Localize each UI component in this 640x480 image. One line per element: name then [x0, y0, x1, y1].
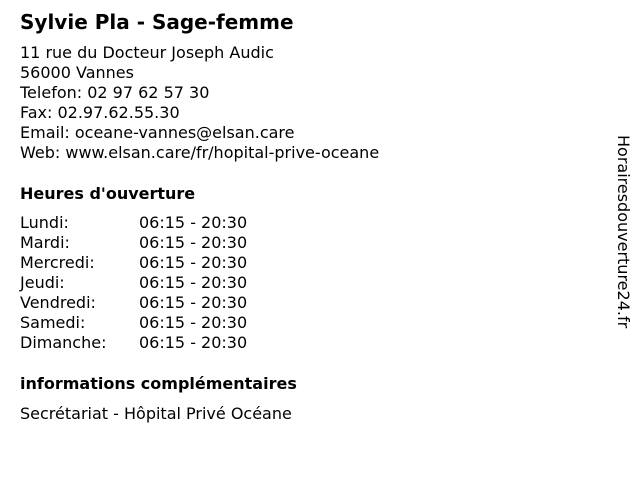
address-street: 11 rue du Docteur Joseph Audic: [20, 43, 274, 62]
hours-time: 06:15 - 20:30: [139, 273, 248, 292]
additional-info-heading: informations complémentaires: [20, 374, 297, 393]
hours-time: 06:15 - 20:30: [139, 333, 248, 352]
address-city: 56000 Vannes: [20, 63, 134, 82]
hours-row-thursday: [20, 273, 247, 293]
phone-line: Telefon: 02 97 62 57 30: [20, 83, 210, 102]
page-title: Sylvie Pla - Sage-femme: [20, 10, 294, 34]
additional-info-text: Secrétariat - Hôpital Privé Océane: [20, 404, 292, 423]
hours-time: 06:15 - 20:30: [139, 233, 248, 252]
hours-day: Samedi:: [20, 313, 86, 332]
email-line: Email: oceane-vannes@elsan.care: [20, 123, 295, 142]
hours-day: Dimanche:: [20, 333, 107, 352]
hours-time: 06:15 - 20:30: [139, 293, 248, 312]
hours-row-tuesday: [20, 233, 247, 253]
hours-day: Jeudi:: [20, 273, 65, 292]
hours-row-monday: [20, 213, 247, 233]
hours-row-saturday: [20, 313, 247, 333]
opening-hours-heading: Heures d'ouverture: [20, 184, 196, 203]
hours-time: 06:15 - 20:30: [139, 213, 248, 232]
site-watermark: Horairesdouverture24.fr: [614, 135, 633, 329]
hours-row-friday: [20, 293, 247, 313]
opening-hours-table: [20, 213, 247, 353]
fax-line: Fax: 02.97.62.55.30: [20, 103, 180, 122]
hours-time: 06:15 - 20:30: [139, 253, 248, 272]
hours-time: 06:15 - 20:30: [139, 313, 248, 332]
contact-block: [20, 43, 379, 163]
hours-row-sunday: [20, 333, 247, 353]
hours-row-wednesday: [20, 253, 247, 273]
hours-day: Vendredi:: [20, 293, 96, 312]
hours-day: Mercredi:: [20, 253, 95, 272]
web-line: Web: www.elsan.care/fr/hopital-prive-oceane: [20, 143, 380, 162]
hours-day: Mardi:: [20, 233, 70, 252]
hours-day: Lundi:: [20, 213, 69, 232]
